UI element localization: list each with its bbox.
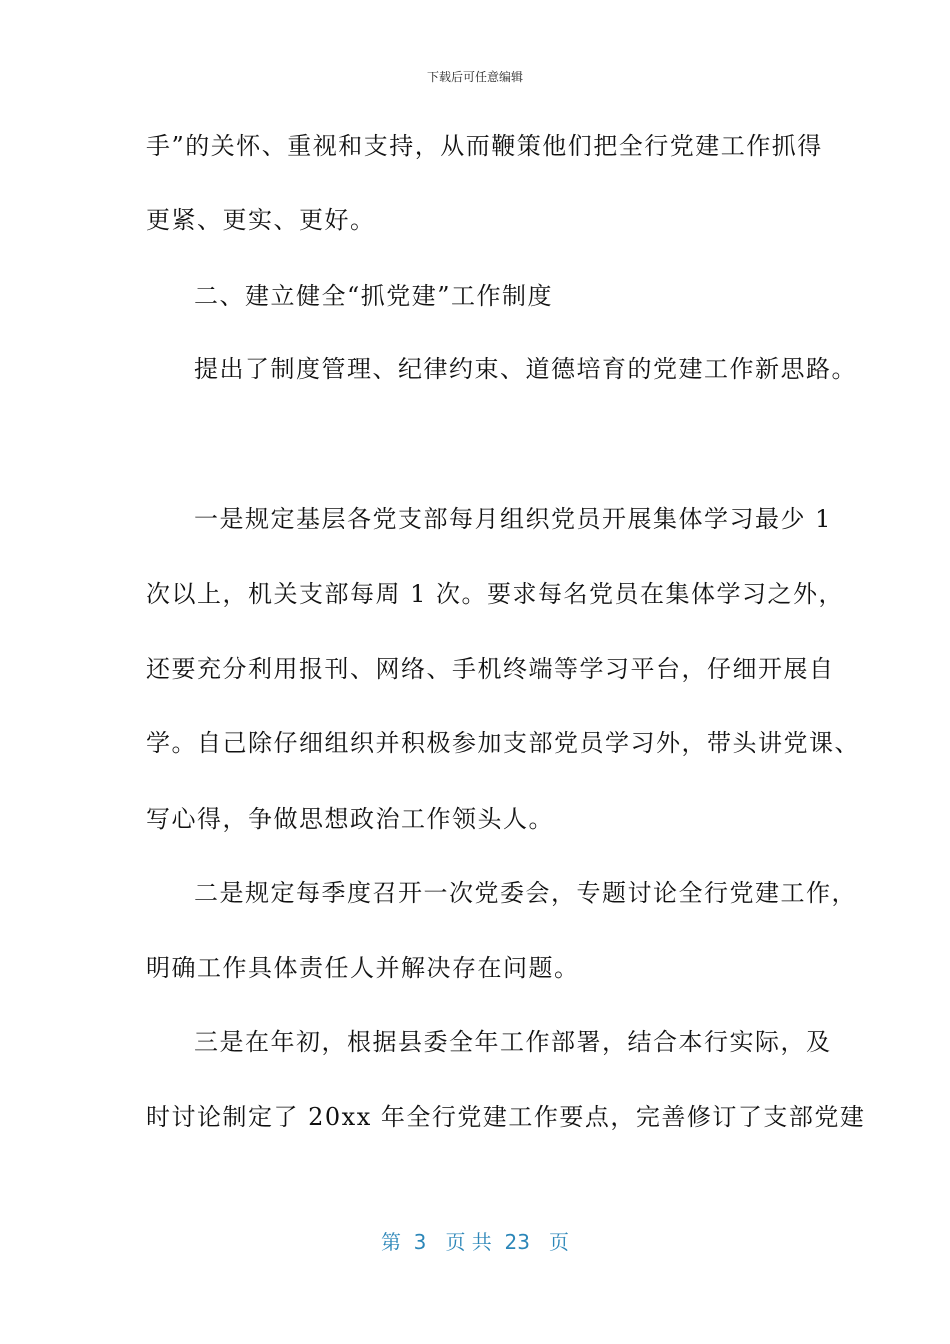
text-line: 三是在年初，根据县委全年工作部署，结合本行实际，及 xyxy=(194,1028,832,1056)
text-line: 更紧、更实、更好。 xyxy=(146,206,376,234)
text-line: 时讨论制定了 20xx 年全行党建工作要点，完善修订了支部党建 xyxy=(146,1103,866,1131)
text-line: 学。自己除仔细组织并积极参加支部党员学习外，带头讲党课、 xyxy=(146,729,860,757)
page-number-footer: 第 3 页 共 23 页 xyxy=(380,1230,570,1254)
text-line: 明确工作具体责任人并解决存在问题。 xyxy=(146,954,580,982)
section-heading: 二、建立健全“抓党建”工作制度 xyxy=(194,282,554,310)
text-line: 一是规定基层各党支部每月组织党员开展集体学习最少 1 xyxy=(194,505,832,533)
text-line: 次以上，机关支部每周 1 次。要求每名党员在集体学习之外， xyxy=(146,580,845,608)
text-line: 写心得，争做思想政治工作领头人。 xyxy=(146,805,554,833)
text-line: 还要充分利用报刊、网络、手机终端等学习平台，仔细开展自 xyxy=(146,655,835,683)
page-header-note: 下载后可任意编辑 xyxy=(426,70,523,84)
text-line: 手”的关怀、重视和支持，从而鞭策他们把全行党建工作抓得 xyxy=(146,132,823,160)
text-line: 提出了制度管理、纪律约束、道德培育的党建工作新思路。 xyxy=(194,355,857,383)
text-line: 二是规定每季度召开一次党委会，专题讨论全行党建工作， xyxy=(194,879,857,907)
